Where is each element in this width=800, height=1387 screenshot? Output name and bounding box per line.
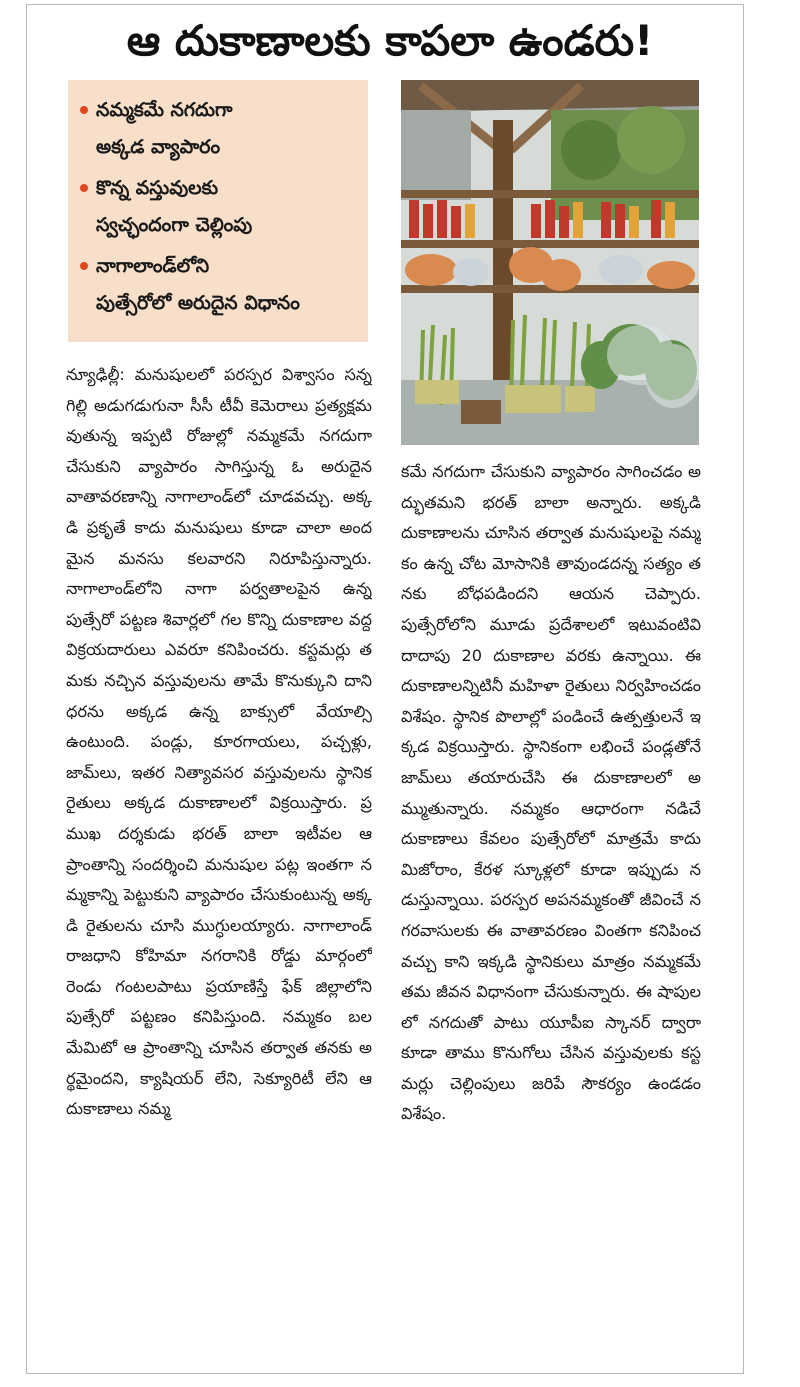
bullet-icon <box>80 262 88 270</box>
market-stall-photo <box>401 80 699 445</box>
article-body-left-column: న్యూఢిల్లీ: మనుషులలో పరస్పర విశ్వాసం సన్నగిల్లి అడుగడుగునా సీసీ టీవీ కెమెరాలు ప్రత్యక్షమవుతున్న ఇప్పటి రోజుల్లో నమ్మకమే నగదుగా చేసుకుని వ్యాపారం సాగిస్తున్న ఓ అరుదైన వాతావరణాన్ని నాగాలాండ్‌లో చూడవచ్చు. అక్కడి ప్రకృతే కాదు మనుషులు కూడా చాలా అందమైన మనసు కలవారని నిరూపిస్తున్నారు. నాగాలాండ్‌లోని నాగా పర్వతాలపైన ఉన్న పుత్సేరో పట్టణ శివార్లలో గల కొన్ని దుకాణాల వద్ద విక్రయదారులు ఎవరూ కనిపించరు. కస్టమర్లు తమకు నచ్చిన వస్తువులను తామే కొనుక్కుని దాని ధరను అక్కడ ఉన్న బాక్సులో వేయాల్సి ఉంటుంది. పండ్లు, కూరగాయలు, పచ్చళ్లు, జామ్‌లు, ఇతర నిత్యావసర వస్తువులను స్థానిక రైతులు అక్కడ దుకాణాలలో విక్రయిస్తారు. ప్రముఖ దర్శకుడు భరత్ బాలా ఇటీవల ఆ ప్రాంతాన్ని సందర్శించి మనుషుల పట్ల ఇంతగా నమ్మకాన్ని పెట్టుకుని వ్యాపారం చేసుకుంటున్న అక్కడి రైతులను చూసి ముగ్ధులయ్యారు. నాగాలాండ్ రాజధాని కోహిమా నగరానికి రోడ్డు మార్గంలో రెండు గంటలపాటు ప్రయాణిస్తే ఫేక్ జిల్లాలోని పుత్సేరో పట్టణం కనిపిస్తుంది. నమ్మకం బలమేమిటో ఆ ప్రాంతాన్ని చూసిన తర్వాత తనకు అర్థమైందని, క్యాషియర్ లేని, సెక్యూరిటీ లేని ఆ దుకాణాలు నమ్మ <box>66 365 372 1119</box>
highlight-item <box>80 92 358 166</box>
highlights-box <box>68 80 368 342</box>
bullet-icon <box>80 106 88 114</box>
highlight-item <box>80 170 358 244</box>
highlight-text: కొన్న వస్తువులకు స్వచ్ఛందంగా చెల్లింపు <box>96 177 253 236</box>
highlight-item <box>80 248 358 322</box>
highlight-text: నమ్మకమే నగదుగా అక్కడ వ్యాపారం <box>96 99 233 158</box>
bullet-icon <box>80 184 88 192</box>
headline: ఆ దుకాణాలకు కాపలా ఉండరు! <box>126 16 654 65</box>
article-body-right-column: కమే నగదుగా చేసుకుని వ్యాపారం సాగించడం అద్భుతమని భరత్ బాలా అన్నారు. అక్కడి దుకాణాలను చూసిన తర్వాత మనుషులపై నమ్మకం ఉన్న చోట మోసానికి తావుండదన్న సత్యం తనకు బోధపడిందని ఆయన చెప్పారు. పుత్సేరోలోని మూడు ప్రదేశాలలో ఇటువంటివి దాదాపు 20 దుకాణాల వరకు ఉన్నాయి. ఈ దుకాణాలన్నిటినీ మహిళా రైతులు నిర్వహించడం విశేషం. స్థానిక పొలాల్లో పండించే ఉత్పత్తులనే ఇక్కడ విక్రయిస్తారు. స్థానికంగా లభించే పండ్లతోనే జామ్‌లు తయారుచేసి ఈ దుకాణాలలో అమ్ముతున్నారు. నమ్మకం ఆధారంగా నడిచే దుకాణాలు కేవలం పుత్సేరోలో మాత్రమే కాదు మిజోరాం, కేరళ స్కూళ్లలో కూడా ఇప్పుడు నడుస్తున్నాయి. పరస్పర అపనమ్మకంతో జీవించే నగరవాసులకు ఈ వాతావరణం వింతగా కనిపించవచ్చు కాని ఇక్కడి స్థానికులు మాత్రం నమ్మకమే తమ జీవన విధానంగా చేసుకున్నారు. ఈ షాపులలో నగదుతో పాటు యూపీఐ స్కానర్ ద్వారా కూడా తాము కొనుగోలు చేసిన వస్తువులకు కస్టమర్లు చెల్లింపులు జరిపే సౌకర్యం ఉండడం విశేషం. <box>401 462 701 1124</box>
highlight-text: నాగాలాండ్‌లోని పుత్సేరోలో అరుదైన విధానం <box>96 255 300 314</box>
